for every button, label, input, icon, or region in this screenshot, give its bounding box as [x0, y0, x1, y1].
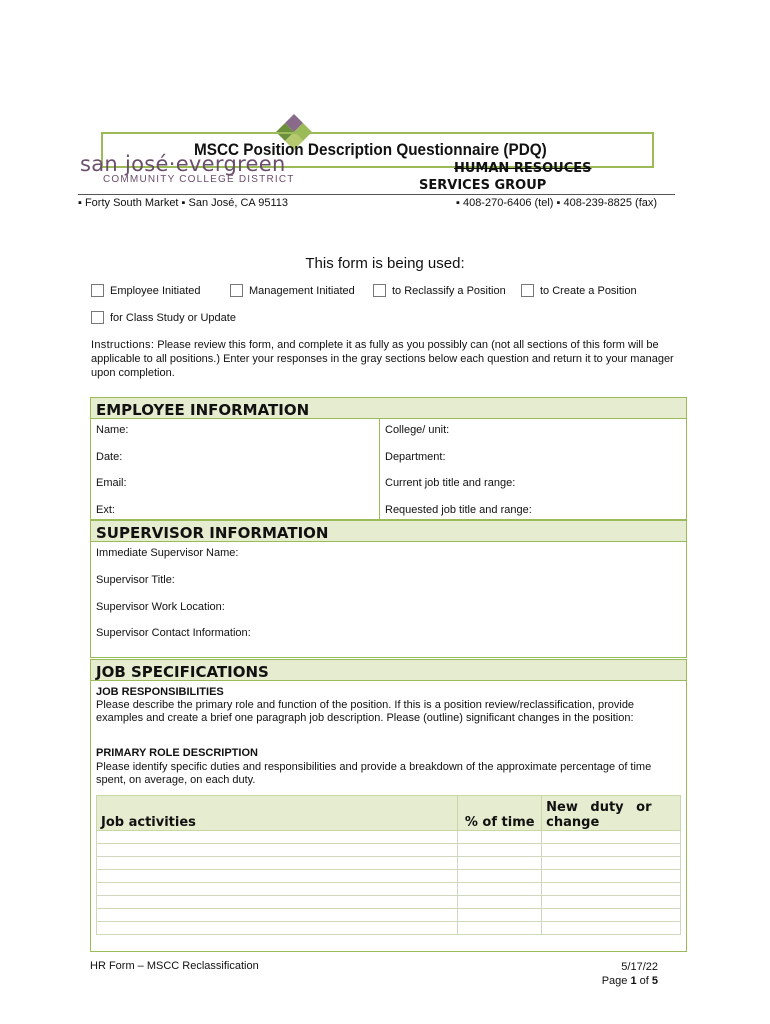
page-number: Page 1 of 5: [601, 975, 658, 987]
supervisor-section: [90, 542, 687, 658]
table-header-row: [97, 796, 681, 831]
logo-name: san josé·evergreen: [80, 152, 286, 176]
change-cell[interactable]: [542, 870, 681, 883]
footer-date: 5/17/22: [621, 961, 658, 973]
activity-cell[interactable]: [97, 857, 458, 870]
job-activities-table: [96, 795, 681, 935]
checkbox-label: for Class Study or Update: [110, 312, 236, 324]
reclassify-position-checkbox[interactable]: [373, 284, 386, 297]
management-initiated-checkbox[interactable]: [230, 284, 243, 297]
percent-cell[interactable]: [458, 922, 542, 935]
activity-cell[interactable]: [97, 896, 458, 909]
table-row: [97, 896, 681, 909]
table-row: [97, 909, 681, 922]
percent-cell[interactable]: [458, 870, 542, 883]
form-used-heading: This form is being used:: [305, 255, 465, 272]
activity-cell[interactable]: [97, 922, 458, 935]
change-cell[interactable]: [542, 831, 681, 844]
percent-cell[interactable]: [458, 883, 542, 896]
change-cell[interactable]: [542, 857, 681, 870]
current-job-title-field[interactable]: Current job title and range:: [385, 477, 516, 489]
requested-job-title-field[interactable]: Requested job title and range:: [385, 504, 532, 516]
date-field[interactable]: Date:: [96, 451, 123, 463]
change-cell[interactable]: [542, 844, 681, 857]
employee-initiated-checkbox[interactable]: [91, 284, 104, 297]
percent-cell[interactable]: [458, 831, 542, 844]
new-duty-header: New duty or change: [542, 796, 681, 831]
activity-cell[interactable]: [97, 883, 458, 896]
table-row: [97, 870, 681, 883]
table-row: [97, 922, 681, 935]
department-line-2: SERVICES GROUP: [419, 178, 547, 193]
page-title: MSCC Position Description Questionnaire (PDQ): [194, 140, 547, 159]
change-cell[interactable]: [542, 922, 681, 935]
header-divider: [78, 194, 675, 195]
department-field[interactable]: Department:: [385, 451, 446, 463]
college-unit-field[interactable]: College/ unit:: [385, 424, 450, 436]
checkbox-label: to Create a Position: [540, 285, 637, 297]
activity-cell[interactable]: [97, 909, 458, 922]
change-cell[interactable]: [542, 909, 681, 922]
table-row: [97, 831, 681, 844]
class-study-checkbox[interactable]: [91, 311, 104, 324]
footer-page-info: [560, 960, 658, 988]
primary-role-title: PRIMARY ROLE DESCRIPTION: [96, 747, 258, 759]
percent-cell[interactable]: [458, 896, 542, 909]
create-position-checkbox[interactable]: [521, 284, 534, 297]
logo-subtitle: COMMUNITY COLLEGE DISTRICT: [103, 174, 295, 185]
change-cell[interactable]: [542, 883, 681, 896]
department-line-1: HUMAN RESOUCES: [454, 161, 592, 176]
percent-time-header: % of time: [458, 796, 542, 831]
supervisor-title-field[interactable]: Supervisor Title:: [96, 574, 175, 586]
checkbox-label: Management Initiated: [249, 285, 355, 297]
table-row: [97, 857, 681, 870]
job-responsibilities-text: Please describe the primary role and function of the position. If this is a position review/reclassification, provide examples and create a brief one paragraph job description. Please (outline) significant changes in the position:: [96, 699, 635, 724]
ext-field[interactable]: Ext:: [96, 504, 115, 516]
primary-role-text: Please identify specific duties and responsibilities and provide a breakdown of the approximate percentage of time spent, on average, on each duty.: [96, 761, 652, 786]
percent-cell[interactable]: [458, 909, 542, 922]
activity-cell[interactable]: [97, 844, 458, 857]
table-row: [97, 844, 681, 857]
job-section-heading: JOB SPECIFICATIONS: [90, 659, 687, 681]
email-field[interactable]: Email:: [96, 477, 127, 489]
activity-cell[interactable]: [97, 831, 458, 844]
instructions-label: Instructions:: [91, 339, 155, 351]
job-responsibilities-title: JOB RESPONSIBILITIES: [96, 686, 224, 698]
checkbox-label: to Reclassify a Position: [392, 285, 506, 297]
job-activities-header: Job activities: [97, 796, 458, 831]
employee-section-heading: EMPLOYEE INFORMATION: [90, 397, 687, 419]
supervisor-name-field[interactable]: Immediate Supervisor Name:: [96, 547, 239, 559]
footer-form-name: HR Form – MSCC Reclassification: [90, 960, 259, 972]
change-cell[interactable]: [542, 896, 681, 909]
percent-cell[interactable]: [458, 857, 542, 870]
column-divider: [379, 419, 380, 520]
contact-info: ▪ 408-270-6406 (tel) ▪ 408-239-8825 (fax): [456, 197, 658, 209]
supervisor-contact-field[interactable]: Supervisor Contact Information:: [96, 627, 251, 639]
activity-cell[interactable]: [97, 870, 458, 883]
instructions-text: Please review this form, and complete it as fully as you possibly can (not all sections of this form will be applicable to all positions.) Enter your responses in the gray sections below each question and return it to your manager upon completion.: [91, 339, 674, 379]
table-row: [97, 883, 681, 896]
checkbox-label: Employee Initiated: [110, 285, 201, 297]
name-field[interactable]: Name:: [96, 424, 129, 436]
address: ▪ Forty South Market ▪ San José, CA 95113: [78, 197, 288, 209]
percent-cell[interactable]: [458, 844, 542, 857]
supervisor-section-heading: SUPERVISOR INFORMATION: [90, 520, 687, 542]
supervisor-location-field[interactable]: Supervisor Work Location:: [96, 601, 225, 613]
instructions: [91, 338, 676, 380]
